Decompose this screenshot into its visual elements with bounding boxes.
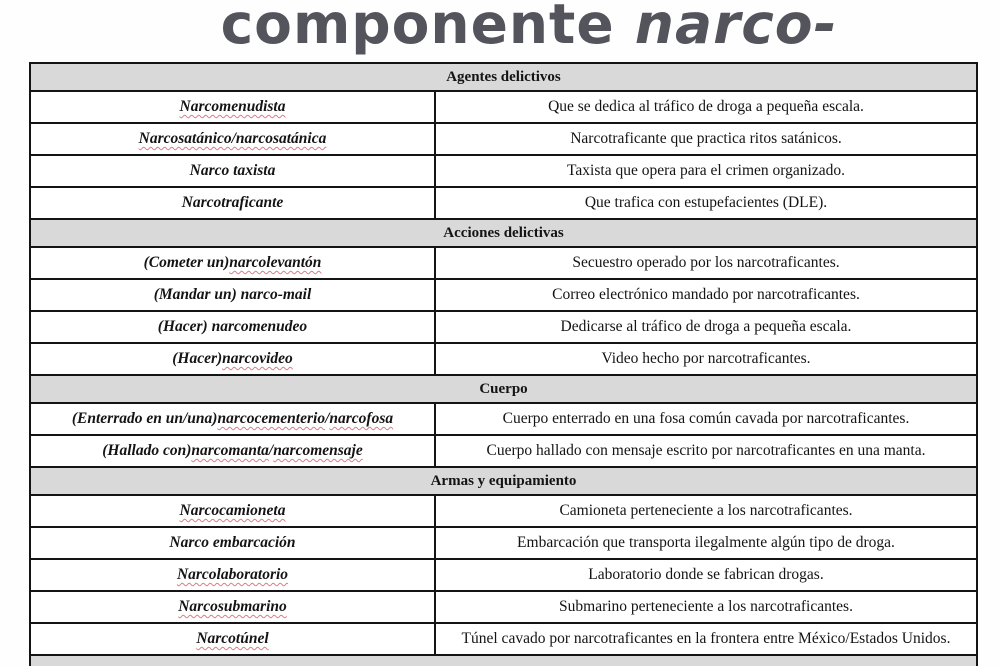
section-header-row: [31, 64, 976, 92]
term-cell: [31, 248, 436, 278]
term-cell: [31, 344, 436, 374]
term-text: Narco taxista: [189, 162, 276, 179]
definition-cell: Taxista que opera para el crimen organizado.: [567, 162, 845, 179]
term-cell: [31, 496, 436, 526]
section-header-label: Armas y equipamiento: [430, 472, 577, 489]
term-cell: [31, 624, 436, 654]
section-header-row: [31, 656, 976, 666]
term-cell: [31, 124, 436, 154]
term-text: (Enterrado en un/una): [71, 410, 218, 427]
term-text-spellcheck: narcomensaje: [273, 442, 363, 459]
term-text: Narco embarcación: [169, 534, 296, 551]
term-text-spellcheck: Narcotúnel: [196, 630, 269, 647]
term-cell: [31, 592, 436, 622]
page-title-italic: narco-: [634, 0, 838, 56]
definition-cell: Embarcación que transporta ilegalmente algún tipo de droga.: [517, 534, 895, 551]
section-header-label: Agentes delictivos: [446, 68, 561, 85]
table-row: [31, 92, 976, 124]
term-text-spellcheck: narcolevantón: [229, 254, 322, 271]
table-row: [31, 528, 976, 560]
table-row: [31, 248, 976, 280]
term-cell: [31, 156, 436, 186]
table-row: [31, 592, 976, 624]
term-text-spellcheck: Narcosatánico/narcosatánica: [138, 130, 327, 147]
term-text-spellcheck: Narcolaboratorio: [176, 566, 289, 583]
definition-cell: Cuerpo enterrado en una fosa común cavada por narcotraficantes.: [502, 410, 910, 427]
term-cell: [31, 92, 436, 122]
term-cell: [31, 188, 436, 218]
definition-cell: Submarino perteneciente a los narcotraficantes.: [559, 598, 853, 615]
term-text: /: [268, 442, 274, 459]
section-header-row: [31, 468, 976, 496]
term-text: (Cometer un): [143, 254, 230, 271]
term-text-spellcheck: Narcomenudista: [179, 98, 286, 115]
term-cell: [31, 560, 436, 590]
table-row: [31, 624, 976, 656]
definition-cell: Que trafica con estupefacientes (DLE).: [584, 194, 828, 211]
definition-cell: Túnel cavado por narcotraficantes en la frontera entre México/Estados Unidos.: [461, 630, 951, 647]
term-text-spellcheck: narcocementerio: [217, 410, 326, 427]
definition-cell: Camioneta perteneciente a los narcotraficantes.: [559, 502, 853, 519]
table-row: [31, 124, 976, 156]
definition-cell: Narcotraficante que practica ritos satánicos.: [570, 130, 842, 147]
page-title-main: componente: [220, 0, 615, 56]
section-header-row: [31, 376, 976, 404]
term-cell: [31, 404, 436, 434]
definition-cell: Correo electrónico mandado por narcotraficantes.: [552, 286, 860, 303]
table-row: [31, 436, 976, 468]
definition-cell: Secuestro operado por los narcotraficantes.: [572, 254, 840, 271]
table-row: [31, 404, 976, 436]
table-row: [31, 156, 976, 188]
page-title: [0, 0, 1000, 55]
section-header-row: [31, 220, 976, 248]
term-text: (Hacer): [172, 350, 223, 367]
term-text: (Hallado con): [102, 442, 192, 459]
term-cell: [31, 528, 436, 558]
definition-cell: Dedicarse al tráfico de droga a pequeña escala.: [560, 318, 852, 335]
table-row: [31, 496, 976, 528]
definition-cell: Video hecho por narcotraficantes.: [601, 350, 811, 367]
narco-vocabulary-table: [29, 62, 978, 666]
table-row: [31, 312, 976, 344]
term-text: (Mandar un) narco-mail: [153, 286, 312, 303]
definition-cell: Que se dedica al tráfico de droga a pequeña escala.: [548, 98, 864, 115]
table-row: [31, 280, 976, 312]
term-cell: [31, 280, 436, 310]
term-text-spellcheck: narcomanta: [191, 442, 269, 459]
term-text-spellcheck: Narcosubmarino: [178, 598, 287, 615]
term-text-spellcheck: narcovideo: [222, 350, 293, 367]
term-text: Narcotraficante: [181, 194, 284, 211]
table-row: [31, 560, 976, 592]
term-text-spellcheck: Narcocamioneta: [179, 502, 286, 519]
table-row: [31, 344, 976, 376]
term-text: (Hacer) narcomenudeo: [157, 318, 308, 335]
term-text: /: [325, 410, 330, 427]
section-header-label: Cuerpo: [479, 380, 528, 397]
table-row: [31, 188, 976, 220]
term-cell: [31, 312, 436, 342]
definition-cell: Laboratorio donde se fabrican drogas.: [588, 566, 824, 583]
term-cell: [31, 436, 436, 466]
section-header-label: Acciones delictivas: [443, 224, 564, 241]
term-text-spellcheck: narcofosa: [329, 410, 394, 427]
definition-cell: Cuerpo hallado con mensaje escrito por narcotraficantes en una manta.: [486, 442, 926, 459]
